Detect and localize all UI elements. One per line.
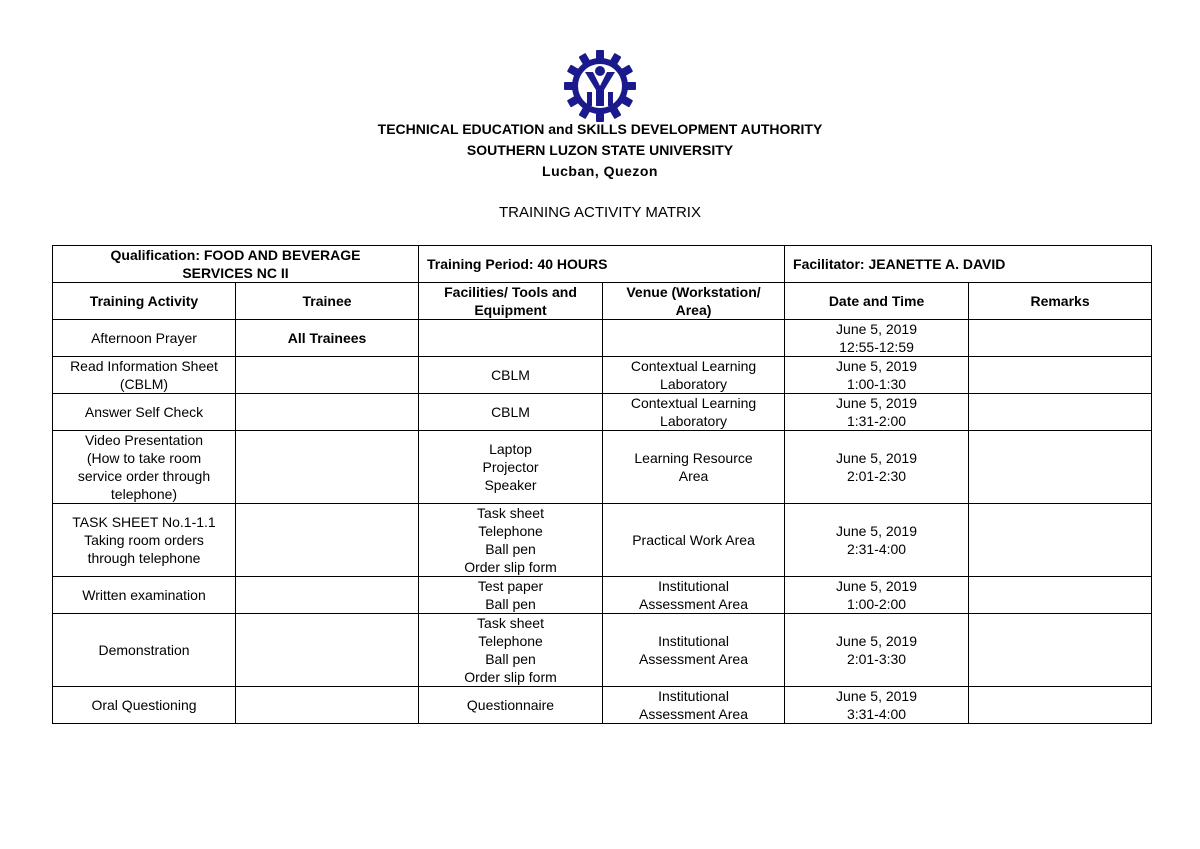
venue-cell: Institutional Assessment Area <box>603 577 785 614</box>
column-header-row <box>53 283 1152 320</box>
venue-cell: Practical Work Area <box>603 504 785 577</box>
tesda-gear-logo-icon <box>563 50 637 122</box>
venue-cell: Contextual Learning Laboratory <box>603 357 785 394</box>
activity-cell: Video Presentation (How to take room service order through telephone) <box>53 431 236 504</box>
qualification-cell: Qualification: FOOD AND BEVERAGE SERVICES NC II <box>53 246 419 283</box>
activity-cell: Read Information Sheet (CBLM) <box>53 357 236 394</box>
facilities-cell: CBLM <box>419 357 603 394</box>
trainee-cell <box>236 504 419 577</box>
table-row <box>53 431 1152 504</box>
col-header-venue: Venue (Workstation/ Area) <box>603 283 785 320</box>
facilities-cell: Test paper Ball pen <box>419 577 603 614</box>
table-row <box>53 614 1152 687</box>
table-row <box>53 687 1152 724</box>
remarks-cell <box>969 577 1152 614</box>
datetime-cell: June 5, 2019 2:01-3:30 <box>785 614 969 687</box>
facilities-cell: CBLM <box>419 394 603 431</box>
datetime-cell: June 5, 2019 2:01-2:30 <box>785 431 969 504</box>
col-header-facilities: Facilities/ Tools and Equipment <box>419 283 603 320</box>
table-row <box>53 320 1152 357</box>
facilities-cell: Laptop Projector Speaker <box>419 431 603 504</box>
remarks-cell <box>969 614 1152 687</box>
location: Lucban, Quezon <box>542 163 658 179</box>
table-row <box>53 357 1152 394</box>
training-activity-table <box>52 245 1152 724</box>
remarks-cell <box>969 394 1152 431</box>
venue-cell: Learning Resource Area <box>603 431 785 504</box>
facilities-cell: Questionnaire <box>419 687 603 724</box>
activity-cell: Demonstration <box>53 614 236 687</box>
table-row <box>53 394 1152 431</box>
info-row <box>53 246 1152 283</box>
venue-cell: Institutional Assessment Area <box>603 687 785 724</box>
remarks-cell <box>969 504 1152 577</box>
remarks-cell <box>969 687 1152 724</box>
col-header-activity: Training Activity <box>53 283 236 320</box>
datetime-cell: June 5, 2019 3:31-4:00 <box>785 687 969 724</box>
col-header-trainee: Trainee <box>236 283 419 320</box>
organization-name: TECHNICAL EDUCATION and SKILLS DEVELOPMENT AUTHORITY <box>377 121 823 137</box>
datetime-cell: June 5, 2019 12:55-12:59 <box>785 320 969 357</box>
table-row <box>53 504 1152 577</box>
document-title: TRAINING ACTIVITY MATRIX <box>499 204 701 221</box>
col-header-remarks: Remarks <box>969 283 1152 320</box>
trainee-cell <box>236 687 419 724</box>
activity-cell: Answer Self Check <box>53 394 236 431</box>
datetime-cell: June 5, 2019 1:31-2:00 <box>785 394 969 431</box>
trainee-cell: All Trainees <box>236 320 419 357</box>
trainee-cell <box>236 431 419 504</box>
activity-cell: TASK SHEET No.1-1.1 Taking room orders through telephone <box>53 504 236 577</box>
datetime-cell: June 5, 2019 2:31-4:00 <box>785 504 969 577</box>
facilitator-cell: Facilitator: JEANETTE A. DAVID <box>785 246 1152 283</box>
remarks-cell <box>969 357 1152 394</box>
activity-cell: Afternoon Prayer <box>53 320 236 357</box>
table-row <box>53 577 1152 614</box>
datetime-cell: June 5, 2019 1:00-2:00 <box>785 577 969 614</box>
facilities-cell: Task sheet Telephone Ball pen Order slip form <box>419 614 603 687</box>
remarks-cell <box>969 320 1152 357</box>
remarks-cell <box>969 431 1152 504</box>
university-name: SOUTHERN LUZON STATE UNIVERSITY <box>466 142 734 158</box>
col-header-datetime: Date and Time <box>785 283 969 320</box>
trainee-cell <box>236 577 419 614</box>
datetime-cell: June 5, 2019 1:00-1:30 <box>785 357 969 394</box>
venue-cell: Institutional Assessment Area <box>603 614 785 687</box>
venue-cell <box>603 320 785 357</box>
trainee-cell <box>236 394 419 431</box>
activity-cell: Oral Questioning <box>53 687 236 724</box>
trainee-cell <box>236 357 419 394</box>
venue-cell: Contextual Learning Laboratory <box>603 394 785 431</box>
facilities-cell: Task sheet Telephone Ball pen Order slip form <box>419 504 603 577</box>
trainee-cell <box>236 614 419 687</box>
training-period-cell: Training Period: 40 HOURS <box>419 246 785 283</box>
activity-cell: Written examination <box>53 577 236 614</box>
facilities-cell <box>419 320 603 357</box>
